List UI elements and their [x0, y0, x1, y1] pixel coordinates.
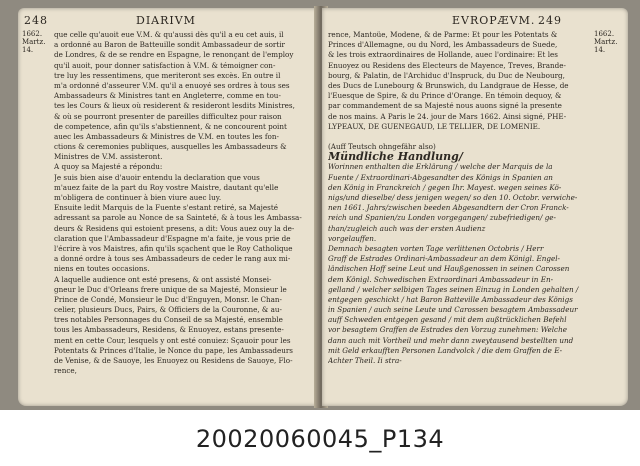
text-line: vor besagtem Graffen de Estrades den Vorzug zunehmen: Welche [328, 325, 567, 335]
text-line: dem Königl. Schwedischen Extraordinari Ambassadeur in En- [328, 274, 554, 284]
text-line: Je suis bien aise d'auoir entendu la declaration que vous [54, 172, 260, 182]
text-line: Ministres de V.M. assisteront. [54, 152, 163, 162]
text-line: bourg, & Palatin, de l'Archiduc d'Inspruck, du Duc de Neubourg, [328, 70, 565, 80]
right-running-head: EVROPÆVM. [452, 14, 536, 27]
text-line: l'Euesque de Spire, & du Prince d'Orange. En témoin dequoy, & [328, 91, 562, 101]
text-line: Demnach besagten vorten Tage verlittenen Octobris / Herr [328, 243, 544, 253]
text-line [328, 132, 590, 142]
text-line: Achter Theil. Ii stra- [328, 356, 402, 365]
left-running-head: DIARIVM [136, 14, 196, 27]
left-margin-year: 1662. [22, 30, 43, 38]
text-line: m'a ordonné d'asseurer V.M. qu'il a enuoyé ses ordres à tous ses [54, 80, 290, 90]
text-line: & les trois extraordinaires de Hollande, auec l'ordinaire: Et les [328, 50, 558, 60]
right-margin-year: 1662. [594, 30, 615, 38]
right-margin-day: 14. [594, 46, 606, 54]
text-line: ländischen Hoff seine Leut und Haußgenossen in seinen Carossen [328, 264, 570, 274]
text-line: ment en cette Cour, lesquels y ont esté conuiez: Sçauoir pour les [54, 335, 291, 345]
text-line: than/zugleich auch was der ersten Audienz [328, 223, 486, 233]
text-line: m'obligera de continuer à bien viure auec luy. [54, 193, 222, 202]
text-line: entgegen geschickt / hat Baron Batteville Ambassadeur des Königs [328, 294, 573, 304]
text-line: gelland / welcher selbigen Tages seinen Einzug in Londen gehalten / [328, 284, 579, 294]
text-line: Mündliche Handlung/ [328, 150, 463, 164]
text-line: de nos mains. A Paris le 24. jour de Mars 1662. Ainsi signé, PHE- [328, 111, 567, 121]
text-line: Enuoyez ou Residens des Electeurs de Mayence, Treves, Brande- [328, 60, 566, 70]
right-page [322, 8, 628, 406]
left-margin-day: 14. [22, 46, 34, 54]
text-line: den König in Franckreich / gegen Ihr. Mayest. wegen seines Kö- [328, 182, 562, 192]
text-line: niens en toutes occasions. [54, 264, 150, 274]
text-line: m'auez faite de la part du Roy vostre Maistre, dautant qu'elle [54, 182, 279, 192]
text-line: claration que l'Ambassadeur d'Espagne m'a faite, je vous prie de [54, 233, 291, 243]
text-line: que celle qu'auoit eue V.M. & qu'aussi dès qu'il a eu cet auis, il [54, 30, 284, 39]
right-margin-month: Martz. [594, 38, 618, 46]
text-line: Potentats & Princes d'Italie, le Nonce du pape, les Ambassadeurs [54, 345, 293, 355]
text-line: nigs/und dieselbe/ dess jenigen wegen/ so den 10. Octobr. verwiche- [328, 193, 578, 202]
text-line: par commandement de sa Majesté nous auons signé la presente [328, 101, 562, 111]
text-line: Prince de Condé, Monsieur le Duc d'Enguyen, Monsr. le Chan- [54, 294, 282, 304]
text-line: des Ducs de Lunebourg & Brunswich, du Landgraue de Hesse, de [328, 80, 569, 90]
text-line: adressant sa parole au Nonce de sa Sainteté, & à tous les Ambassa- [54, 213, 302, 223]
text-line: qu'il auoit, pour donner satisfaction à V.M. & témoigner con- [54, 60, 276, 70]
text-line: Princes d'Allemagne, ou du Nord, les Ambassadeurs de Suede, [328, 40, 558, 50]
text-line: gneur le Duc d'Orleans frere unique de sa Majesté, Monsieur le [54, 284, 287, 294]
text-line: A laquelle audience ont esté presens, & ont assisté Monsei- [54, 274, 272, 284]
left-page-number: 248 [24, 14, 48, 27]
left-page-text [54, 30, 314, 376]
text-line: in Spanien / auch seine Leute und Carossen besagtem Ambassadeur [328, 305, 578, 315]
text-line: rence, Mantoüe, Modene, & de Parme: Et pour les Potentats & [328, 30, 558, 39]
text-line: Fuente / Extraordinari-Abgesandter des Königs in Spanien an [328, 172, 553, 182]
text-line: tes les Cours & lieux où residerent & resideront lesdits Ministres, [54, 101, 295, 111]
text-line: de Venise, & de Sauoye, les Enuoyez ou Residens de Sauoye, Flo- [54, 356, 293, 365]
right-page-number: 249 [538, 14, 562, 27]
text-line: mit Geld erkaufften Personen Landvolck / die dem Graffen de E- [328, 345, 562, 355]
text-line: vorgelauffen. [328, 233, 377, 243]
right-margin-note [594, 30, 617, 54]
text-line: deurs & Residens qui estoient presens, a dit: Vous auez ouy la de- [54, 223, 295, 233]
text-line: celier, plusieurs Ducs, Pairs, & Officiers de la Couronne, & au- [54, 305, 282, 315]
right-page-text [328, 30, 590, 366]
text-line: Ensuite ledit Marquis de la Fuente s'estant retiré, sa Majesté [54, 203, 278, 213]
text-line: & où se pourront presenter de pareilles difficultez pour raison [54, 111, 282, 121]
text-line: LYPEAUX, DE GUENEGAUD, LE TELLIER, DE LOMENIE. [328, 121, 541, 131]
left-page [18, 8, 318, 406]
text-line: Worinnen enthalten die Erklärung / welche der Marquis de la [328, 162, 553, 172]
text-line: Graff de Estrades Ordinari-Ambassadeur an dem Königl. Engel- [328, 254, 560, 264]
text-line: nen 1661. Jahrs/zwischen beeden Abgesandtern der Cron Franck- [328, 203, 569, 213]
text-line: auff Schweden entgegen gesand / mit dem außtrücklichen Befehl [328, 315, 567, 325]
text-line: A quoy sa Majesté a répondu: [54, 162, 163, 172]
left-margin-month: Martz. [22, 38, 46, 46]
text-line: l'écrire à vos Maistres, afin qu'ils sçachent que le Roy Catholique [54, 243, 293, 253]
text-line: dann auch mit Vortheil und mehr dann zweytausend bestellten und [328, 335, 574, 345]
text-line: a ordonné au Baron de Batteuille sondit Ambassadeur de sortir [54, 40, 285, 50]
text-line: de competence, afin qu'ils s'abstiennent, & ne concourent point [54, 121, 287, 131]
text-line: reich und Spanien/zu Londen vorgegangen/ zubefriedigen/ ge- [328, 213, 556, 223]
text-line: tres notables Personnages du Conseil de sa Majesté, ensemble [54, 315, 283, 325]
text-line: (Auff Teutsch ohngefähr also) [328, 142, 436, 152]
text-line: rence, [54, 366, 77, 376]
image-caption: 20020060045_P134 [0, 412, 640, 466]
left-margin-note [22, 30, 45, 54]
text-line: de Londres, & de se rendre en Espagne, le renonçant de l'employ [54, 50, 294, 60]
text-line: a donné ordre à tous ses Ambassadeurs de ceder le rang aux mi- [54, 254, 291, 264]
text-line: Ambassadeurs & Ministres tant en Angleterre, comme en tou- [54, 91, 281, 101]
text-line: tous les Ambassadeurs, Residens, & Enuoyez, estans presente- [54, 325, 284, 335]
text-line: auec les Ambassadeurs & Ministres de V.M. en toutes les fon- [54, 131, 279, 141]
text-line: tre luy les ressentimens, que meriteront ses excès. En outre il [54, 70, 281, 80]
text-line: ctions & ceremonies publiques, ausquelles les Ambassadeurs & [54, 142, 287, 152]
